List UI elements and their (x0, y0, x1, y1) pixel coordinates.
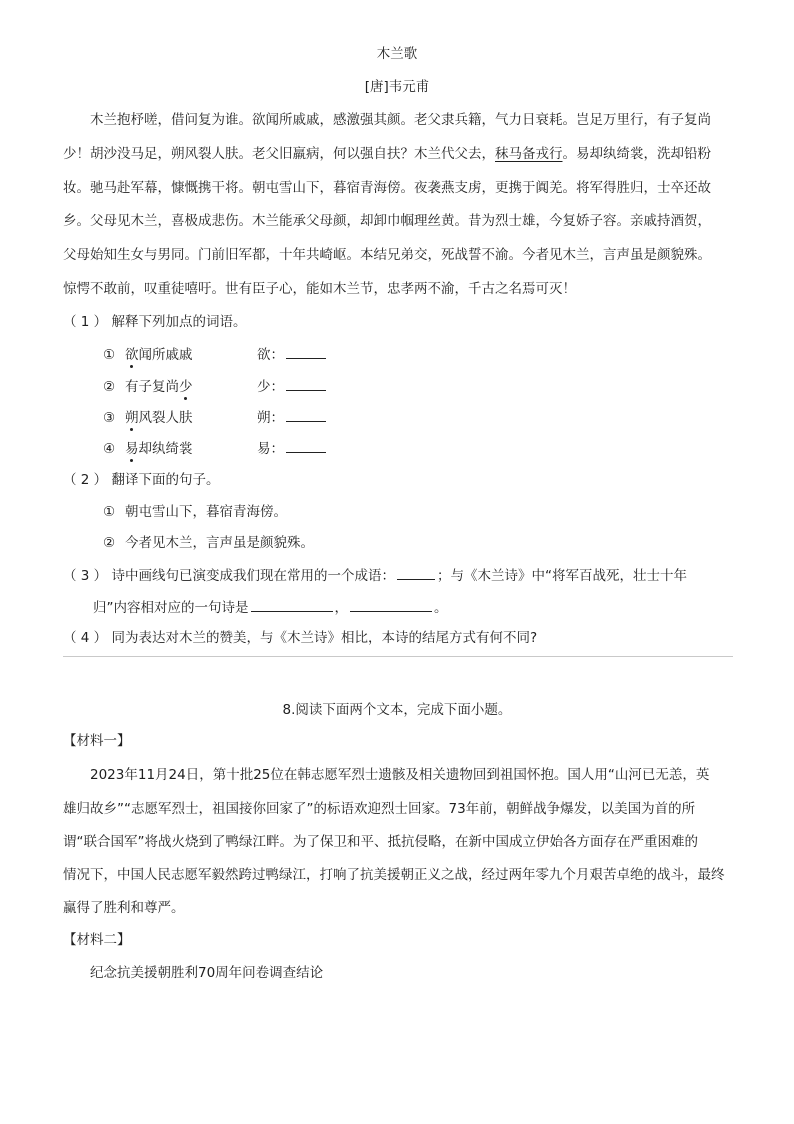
q2-item-1-mark: ① (103, 504, 116, 520)
material-1-line-3: 谓“联合国军”将战火烧到了鸭绿江畔。为了保卫和平、抵抗侵略，在新中国成立伊始各方面存在严重困难的 (63, 834, 698, 850)
material-1-line-2: 雄归故乡”“志愿军烈士，祖国接你回家了”的标语欢迎烈士回家。73年前，朝鲜战争爆发，以美国为首的所 (63, 801, 696, 817)
q1-item-3-word: 朔： (257, 410, 284, 426)
question-2 (63, 470, 219, 490)
q1-item-1-mark: ① (103, 347, 116, 363)
material-2-label: 【材料二】 (63, 932, 131, 948)
dotted-char: 朔 (125, 410, 139, 426)
q1-item-4-phrase: 易却纨绮裳 (125, 441, 193, 457)
underlined-phrase: 秣马备戎行 (495, 146, 563, 162)
q1-item-2-phrase: 有子复尚少 (125, 379, 193, 395)
q1-item-3 (103, 407, 328, 428)
question-3-end: 。 (434, 600, 448, 616)
q2-item-1 (103, 502, 287, 522)
question-1 (63, 312, 246, 332)
question-3-cont (93, 597, 448, 618)
question-3-number: （ 3 ） (63, 568, 108, 584)
question-4 (63, 628, 537, 648)
question-2-number: （ 2 ） (63, 472, 108, 488)
section-8-heading: 8.阅读下面两个文本，完成下面小题。 (282, 702, 512, 718)
idiom-answer-blank[interactable] (397, 565, 435, 580)
verse-answer-blank-1[interactable] (251, 597, 333, 612)
q1-item-3-mark: ③ (103, 410, 116, 426)
question-1-number: （ 1 ） (63, 314, 108, 330)
material-1-line-4: 情况下，中国人民志愿军毅然跨过鸭绿江，打响了抗美援朝正义之战，经过两年零九个月艰苦卓绝的战斗，最终 (63, 867, 725, 883)
question-3-sep: ， (334, 600, 348, 616)
poem-author: [唐]韦元甫 (364, 79, 430, 95)
poem-line-6: 惊愕不敢前，叹重徒嘻吁。世有臣子心，能如木兰节，忠孝两不渝，千古之名焉可灭！ (63, 281, 576, 297)
q1-item-4-word: 易： (257, 441, 284, 457)
poem-line-3: 妆。驰马赴军幕，慷慨携干将。朝屯雪山下，暮宿青海傍。夜袭燕支虏，更携于阗羌。将军得胜归，士卒还故 (63, 180, 711, 196)
dotted-char: 欲 (125, 347, 139, 363)
question-4-number: （ 4 ） (63, 630, 108, 646)
verse-answer-blank-2[interactable] (350, 597, 432, 612)
q1-item-1-phrase: 欲闻所戚戚 (125, 347, 193, 363)
q2-item-2-mark: ② (103, 535, 116, 551)
material-2-text: 纪念抗美援朝胜利70周年问卷调查结论 (90, 965, 324, 981)
section-divider (63, 656, 733, 657)
material-1-line-5: 赢得了胜利和尊严。 (63, 900, 185, 916)
poem-title: 木兰歌 (376, 46, 418, 62)
question-4-text: 同为表达对木兰的赞美，与《木兰诗》相比，本诗的结尾方式有何不同? (111, 630, 538, 646)
q1-item-1 (103, 344, 328, 365)
answer-blank[interactable] (286, 376, 326, 391)
q1-item-1-word: 欲： (257, 347, 284, 363)
question-2-text: 翻译下面的句子。 (111, 472, 220, 488)
q1-item-3-phrase: 朔风裂人肤 (125, 410, 193, 426)
answer-blank[interactable] (286, 407, 326, 422)
dotted-char: 易 (125, 441, 139, 457)
question-1-text: 解释下列加点的词语。 (111, 314, 247, 330)
q1-item-4-mark: ④ (103, 441, 116, 457)
q2-item-2 (103, 533, 314, 553)
q1-item-4 (103, 438, 328, 459)
q1-item-2-mark: ② (103, 379, 116, 395)
question-3-text-a: 诗中画线句已演变成我们现在常用的一个成语： (111, 568, 395, 584)
material-1-label: 【材料一】 (63, 733, 131, 749)
q1-item-2-word: 少： (257, 379, 284, 395)
question-3-text-c: 归”内容相对应的一句诗是 (93, 600, 249, 616)
question-3 (63, 565, 687, 586)
poem-line-2-tail: 。易却纨绮裳，洗却铅粉 (562, 146, 711, 162)
answer-blank[interactable] (286, 344, 326, 359)
material-1-line-1: 2023年11月24日，第十批25位在韩志愿军烈士遗骸及相关遗物回到祖国怀抱。国人用“山河已无恙，英 (90, 767, 710, 783)
answer-blank[interactable] (286, 438, 326, 453)
dotted-char: 少 (179, 379, 193, 395)
poem-line-5: 父母始知生女与男同。门前旧军都，十年共崎岖。本结兄弟交，死战誓不渝。今者见木兰，言声虽是颜貌殊。 (63, 247, 711, 263)
q1-item-2 (103, 376, 328, 397)
q2-item-1-text: 朝屯雪山下，暮宿青海傍。 (125, 504, 287, 520)
poem-line-2-text: 少！胡沙没马足，朔风裂人肤。老父旧羸病，何以强自扶？木兰代父去， (63, 146, 495, 162)
poem-line-2 (63, 144, 711, 164)
poem-line-4: 乡。父母见木兰，喜极成悲伤。木兰能承父母颜，却卸巾帼理丝黄。昔为烈士雄，今复娇子容。亲戚持酒贺， (63, 213, 711, 229)
q2-item-2-text: 今者见木兰，言声虽是颜貌殊。 (125, 535, 314, 551)
poem-line-1: 木兰抱杼嗟，借问复为谁。欲闻所戚戚，感激强其颜。老父隶兵籍，气力日衰耗。岂足万里行，有子复尚 (90, 112, 711, 128)
question-3-text-b: ；与《木兰诗》中“将军百战死，壮士十年 (436, 568, 687, 584)
